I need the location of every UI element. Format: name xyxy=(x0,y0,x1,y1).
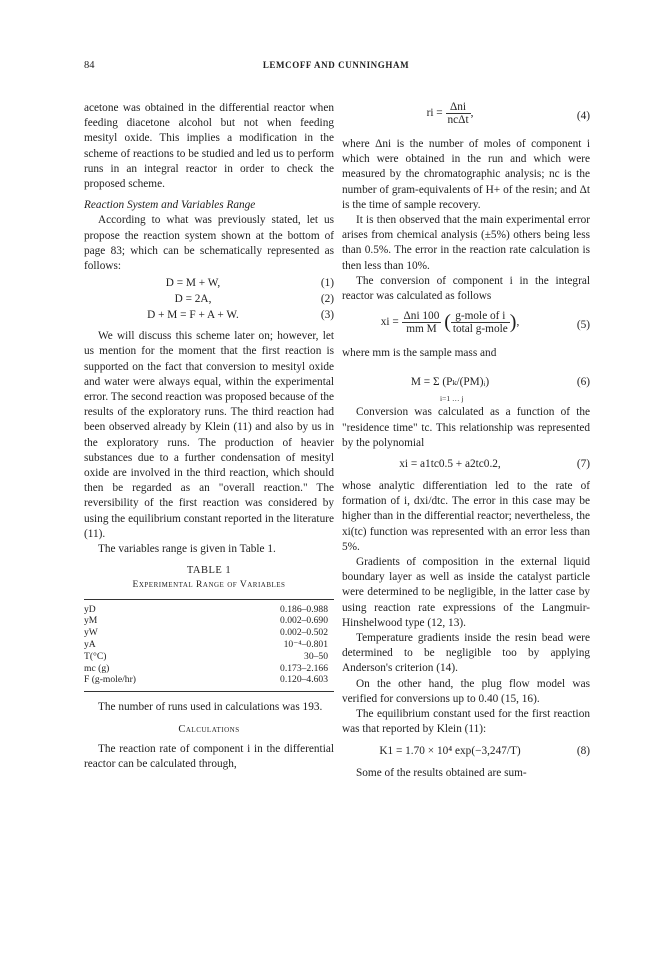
table-row xyxy=(84,674,334,686)
table-row xyxy=(84,663,334,675)
equation-8: K1 = 1.70 × 10⁴ exp(−3,247/T) (8) xyxy=(379,744,590,757)
table-cell-value: 0.002–0.690 xyxy=(280,615,328,627)
table-caption: Experimental Range of Variables xyxy=(132,580,286,591)
paragraph: acetone was obtained in the differential reactor when feeding diacetone alcohol but not when feeding mesityl oxide. This implies a modification in the scheme of reactions to be studied and led us to perform runs in an integral reactor in order to check the proposed scheme. xyxy=(84,102,334,191)
table-cell-value: 0.002–0.502 xyxy=(280,627,328,639)
paragraph: where Δni is the number of moles of component i which were obtained in the run and which were measured by the chromatographic analysis; nc is the number of gram-equivalents of H+ of the resin; and Δt is the time of sample recovery. xyxy=(342,138,590,211)
table-row xyxy=(84,615,334,627)
right-column xyxy=(342,101,590,781)
table-title: TABLE 1 xyxy=(186,565,232,577)
table-cell-label: yA xyxy=(84,639,96,651)
paragraph: where mm is the sample mass and xyxy=(342,347,497,360)
table-cell-label: yD xyxy=(84,603,96,615)
paragraph: The equilibrium constant used for the first reaction was that reported by Klein (11): xyxy=(342,708,590,736)
paragraph: We will discuss this scheme later on; however, let us mention for the moment that the first reaction is supported on the fact that conversion to mesityl oxide and water were always equal, within the experimental error. The second reaction was proposed because of the results of the exploratory runs. The third reaction had been observed already by Klein (11) and also by us in the exploratory runs. The production of heavier substances due to a further condensation of mesityl oxide are involved in the third reaction, which should then be regarded as an "overall reaction." The reversibility of the first reaction was considered by using the equilibrium constant reported in the literature (11). xyxy=(84,330,334,540)
equation-1: D = M + W, (1) xyxy=(165,277,334,290)
paragraph: Conversion was calculated as a function of the "residence time" tc. This relationship was represented by the polynomial xyxy=(342,406,590,449)
table-cell-label: T(°C) xyxy=(84,650,107,662)
left-column xyxy=(84,101,334,772)
paragraph: Temperature gradients inside the resin bead were determined to be negligible too by applying Anderson's criterion (14). xyxy=(342,632,590,675)
table-1 xyxy=(84,563,334,692)
running-title: LEMCOFF AND CUNNINGHAM xyxy=(262,60,410,70)
table-body xyxy=(84,604,334,687)
equation-6: M = Σ (Pₖ/(PM)ᵢ) i=1 … j (6) xyxy=(410,376,590,404)
paragraph: The number of runs used in calculations was 193. xyxy=(98,701,323,714)
section-heading-calculations: Calculations xyxy=(178,724,240,736)
table-row xyxy=(84,604,334,616)
equation-7: xi = a1tc0.5 + a2tc0.2, (7) xyxy=(399,458,590,471)
paragraph: Some of the results obtained are sum- xyxy=(356,766,527,779)
equation-3: D + M = F + A + W. (3) xyxy=(147,309,334,322)
table-cell-label: F (g-mole/hr) xyxy=(84,674,136,686)
page-number: 84 xyxy=(84,60,95,71)
table-row xyxy=(84,627,334,639)
paragraph: It is then observed that the main experimental error arises from chemical analysis (±5%) others being less than 0.5%. The error in the reaction rate calculation is then less than 10%. xyxy=(342,214,590,272)
equation-4: ri = $\frac{\text{Δni}}{\text{ncΔt}}$ , (4) xyxy=(426,101,590,126)
table-cell-value: 0.120–4.603 xyxy=(280,674,328,686)
paragraph: The reaction rate of component i in the differential reactor can be calculated through, xyxy=(84,742,334,770)
equation-5: xi = $\frac{\text{Δni 100}}{\text{mm M}}$ ( $\frac{\text{g-mole of i}}{\text{total g-mole}}$ ), (5) xyxy=(380,310,590,336)
table-row xyxy=(84,639,334,651)
table-cell-value: 0.186–0.988 xyxy=(280,603,328,615)
section-heading: Reaction System and Variables Range xyxy=(84,199,256,212)
paragraph: The variables range is given in Table 1. xyxy=(98,543,276,556)
equation-2: D = 2A, (2) xyxy=(174,293,334,306)
page-header xyxy=(84,60,588,74)
table-rule-bottom xyxy=(84,691,334,692)
paragraph: Gradients of composition in the external liquid boundary layer as well as inside the catalyst particle were determined to be negligible, in the latter case by using reaction rate expressions of the Langmuir-Hinshelwood type (12, 13). xyxy=(342,556,590,629)
table-cell-label: yM xyxy=(84,615,98,627)
table-row xyxy=(84,651,334,663)
table-cell-value: 30–50 xyxy=(304,650,328,662)
paragraph: On the other hand, the plug flow model was verified for conversions up to 0.40 (15, 16). xyxy=(342,677,590,705)
table-rule-top xyxy=(84,599,334,600)
paragraph: The conversion of component i in the integral reactor was calculated as follows xyxy=(342,274,590,303)
table-cell-value: 10⁻⁴–0.801 xyxy=(283,639,328,651)
table-cell-label: mc (g) xyxy=(84,662,110,674)
table-cell-label: yW xyxy=(84,627,98,639)
paragraph: According to what was previously stated, let us propose the reaction system shown at the bottom of page 83; which can be schematically represented as follows: xyxy=(84,214,334,273)
table-cell-value: 0.173–2.166 xyxy=(280,662,328,674)
paragraph: whose analytic differentiation led to the rate of formation of i, dxi/dtc. The error in this case may be higher than in the differential reactor; nevertheless, the xi(tc) function was represented with an error less than 5%. xyxy=(342,480,590,553)
